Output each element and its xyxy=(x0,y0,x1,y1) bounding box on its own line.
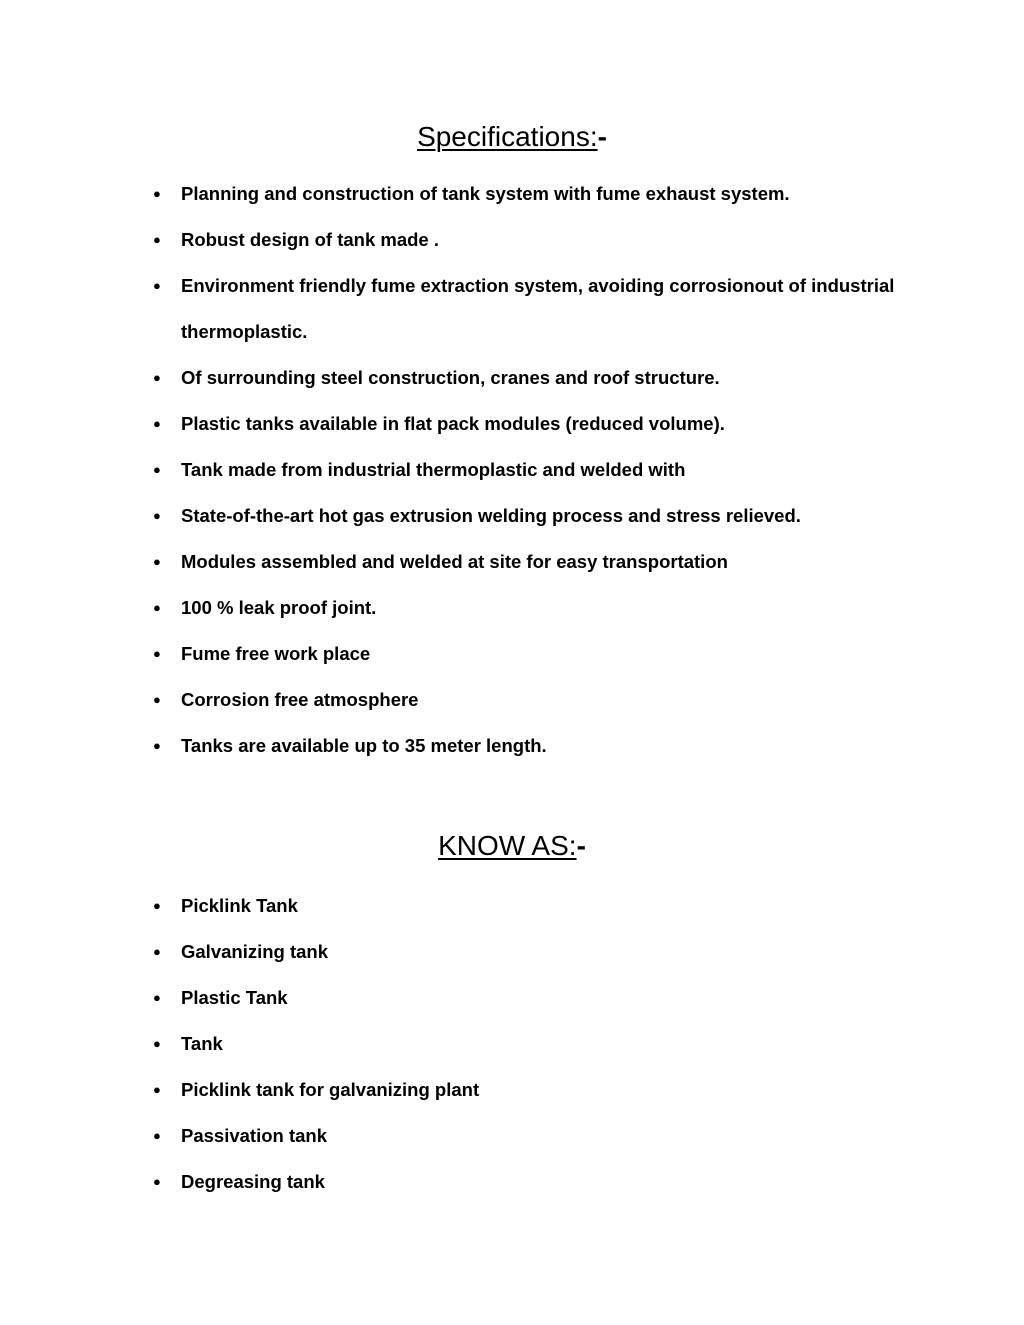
list-item-text: Plastic tanks available in flat pack modules (reduced volume). xyxy=(181,413,725,434)
list-item xyxy=(0,1113,901,1159)
bullet-icon: ● xyxy=(153,232,161,247)
bullet-icon: ● xyxy=(153,186,161,201)
list-item xyxy=(0,723,901,769)
list-item xyxy=(0,1067,901,1113)
list-item-text: Galvanizing tank xyxy=(181,941,329,962)
bullet-icon: ● xyxy=(153,278,161,293)
list-item-text: Environment friendly fume extraction system, avoiding corrosionout of industrial thermoplastic. xyxy=(181,275,895,342)
list-item-text: Fume free work place xyxy=(181,643,371,664)
bullet-icon: ● xyxy=(153,1036,161,1051)
list-item xyxy=(0,217,901,263)
known-as-list xyxy=(0,883,901,1205)
specifications-heading xyxy=(0,120,1024,154)
known-as-title-suffix: - xyxy=(576,830,586,861)
list-item-text: Passivation tank xyxy=(181,1125,328,1146)
list-item xyxy=(0,493,901,539)
bullet-icon: ● xyxy=(153,1082,161,1097)
bullet-icon: ● xyxy=(153,600,161,615)
list-item-text: Planning and construction of tank system with fume exhaust system. xyxy=(181,183,790,204)
bullet-icon: ● xyxy=(153,508,161,523)
specifications-list xyxy=(0,171,901,769)
list-item-text: Tanks are available up to 35 meter length. xyxy=(181,735,547,756)
list-item-text: State-of-the-art hot gas extrusion welding process and stress relieved. xyxy=(181,505,801,526)
bullet-icon: ● xyxy=(153,990,161,1005)
bullet-icon: ● xyxy=(153,646,161,661)
list-item xyxy=(0,171,901,217)
bullet-icon: ● xyxy=(153,416,161,431)
list-item xyxy=(0,539,901,585)
list-item-text: Of surrounding steel construction, cranes and roof structure. xyxy=(181,367,720,388)
list-item-text: Picklink tank for galvanizing plant xyxy=(181,1079,480,1100)
list-item xyxy=(0,447,901,493)
bullet-icon: ● xyxy=(153,462,161,477)
list-item-text: Tank made from industrial thermoplastic and welded with xyxy=(181,459,686,480)
list-item-text: Corrosion free atmosphere xyxy=(181,689,419,710)
bullet-icon: ● xyxy=(153,692,161,707)
list-item xyxy=(0,975,901,1021)
bullet-icon: ● xyxy=(153,370,161,385)
list-item xyxy=(0,401,901,447)
list-item-text: Tank xyxy=(181,1033,223,1054)
bullet-icon: ● xyxy=(153,1128,161,1143)
list-item xyxy=(0,585,901,631)
list-item xyxy=(0,1159,901,1205)
list-item xyxy=(0,263,901,355)
specifications-title-suffix: - xyxy=(597,121,607,152)
bullet-icon: ● xyxy=(153,554,161,569)
specifications-title: Specifications: xyxy=(417,121,598,152)
list-item-text: Plastic Tank xyxy=(181,987,288,1008)
list-item-text: Robust design of tank made . xyxy=(181,229,439,250)
list-item xyxy=(0,1021,901,1067)
list-item-text: 100 % leak proof joint. xyxy=(181,597,377,618)
list-item xyxy=(0,883,901,929)
bullet-icon: ● xyxy=(153,944,161,959)
bullet-icon: ● xyxy=(153,898,161,913)
list-item xyxy=(0,677,901,723)
list-item xyxy=(0,631,901,677)
known-as-heading xyxy=(0,829,1024,863)
list-item-text: Picklink Tank xyxy=(181,895,298,916)
list-item xyxy=(0,929,901,975)
bullet-icon: ● xyxy=(153,1174,161,1189)
list-item-text: Modules assembled and welded at site for easy transportation xyxy=(181,551,728,572)
list-item xyxy=(0,355,901,401)
bullet-icon: ● xyxy=(153,738,161,753)
list-item-text: Degreasing tank xyxy=(181,1171,325,1192)
known-as-title: KNOW AS: xyxy=(438,830,577,861)
